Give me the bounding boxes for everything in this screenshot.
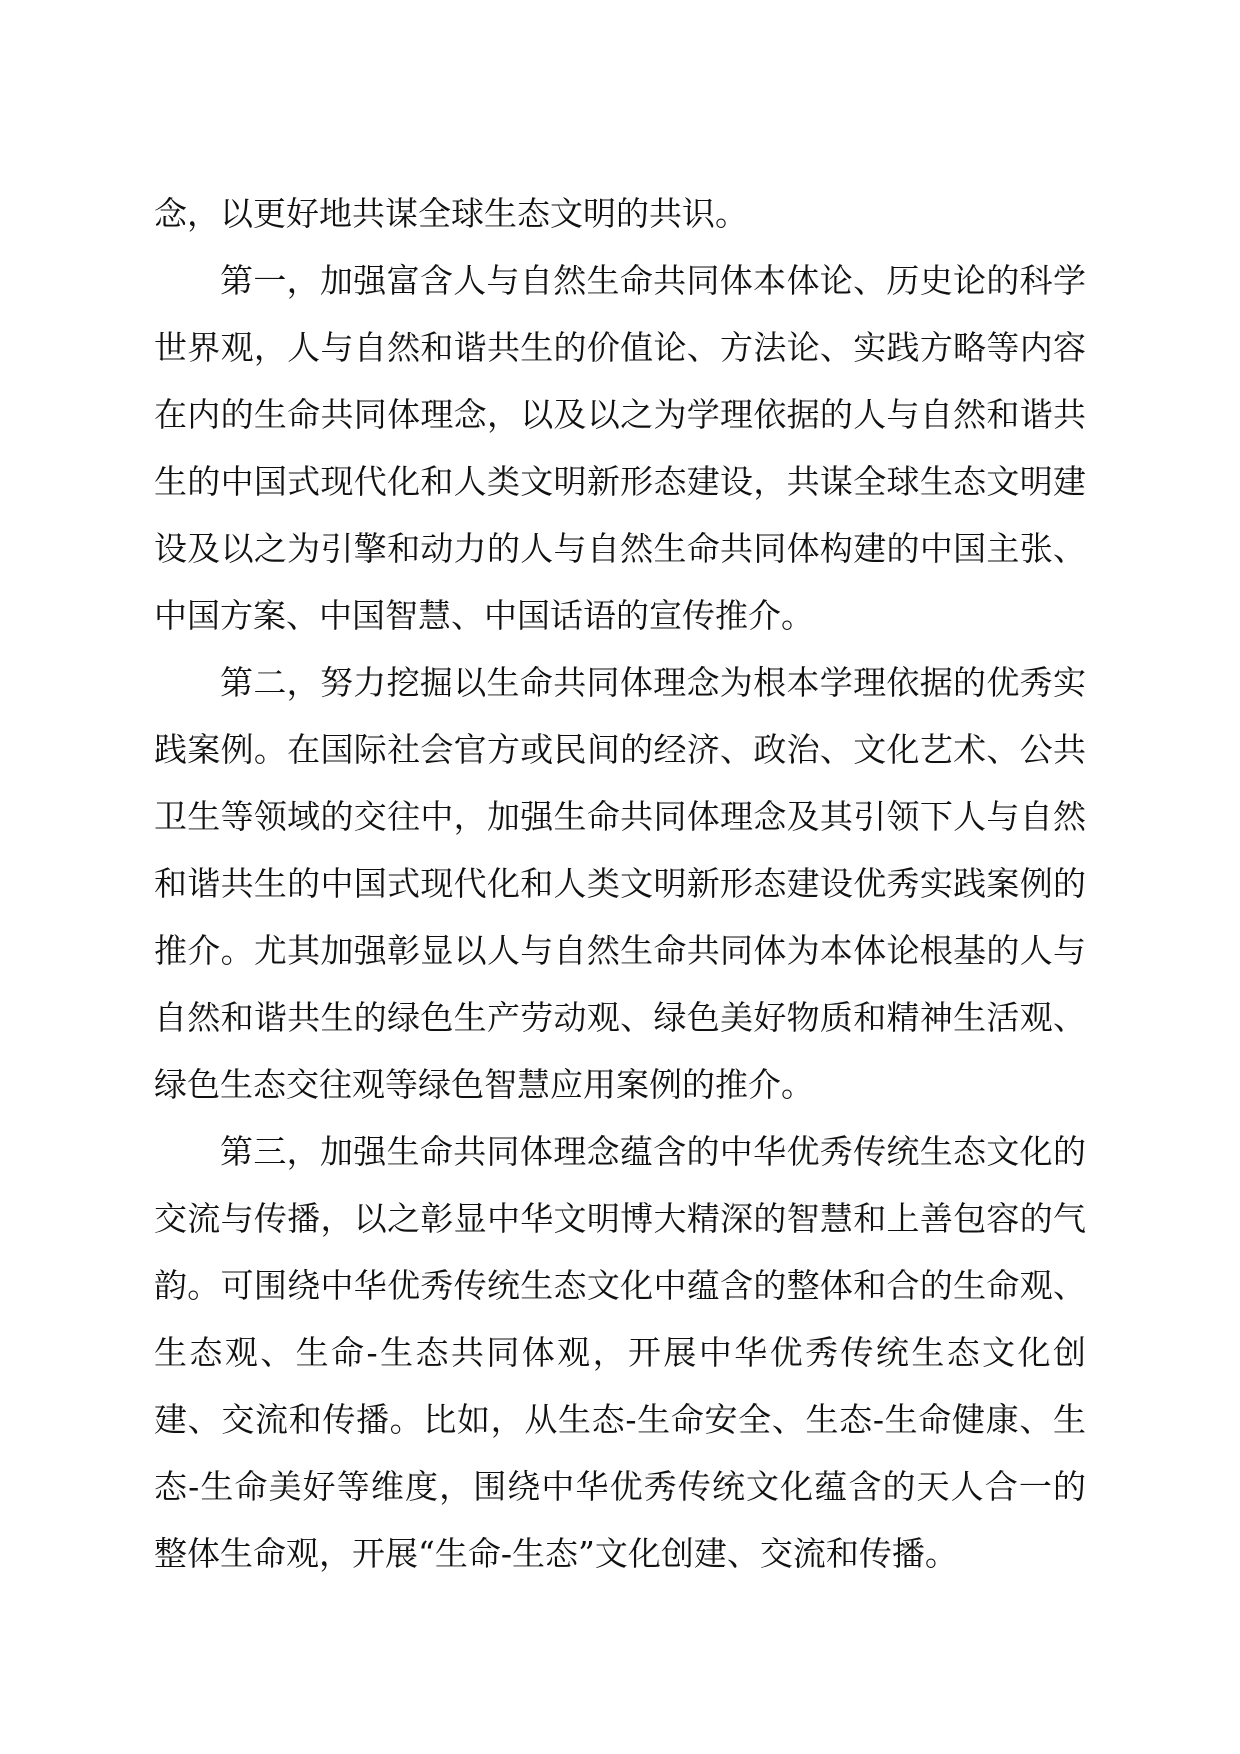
body-text [154,180,1086,1587]
paragraph-third-point: 第三，加强生命共同体理念蕴含的中华优秀传统生态文化的交流与传播，以之彰显中华文明博大精深的智慧和上善包容的气韵。可围绕中华优秀传统生态文化中蕴含的整体和合的生命观、生态观、生命-生态共同体观，开展中华优秀传统生态文化创建、交流和传播。比如，从生态-生命安全、生态-生命健康、生态-生命美好等维度，围绕中华优秀传统文化蕴含的天人合一的整体生命观，开展“生命-生态”文化创建、交流和传播。 [154,1132,1086,1573]
paragraph-first-point: 第一，加强富含人与自然生命共同体本体论、历史论的科学世界观，人与自然和谐共生的价值论、方法论、实践方略等内容在内的生命共同体理念，以及以之为学理依据的人与自然和谐共生的中国式现代化和人类文明新形态建设，共谋全球生态文明建设及以之为引擎和动力的人与自然生命共同体构建的中国主张、中国方案、中国智慧、中国话语的宣传推介。 [154,261,1086,635]
paragraph-continuation: 念，以更好地共谋全球生态文明的共识。 [154,194,748,233]
paragraph-second-point: 第二，努力挖掘以生命共同体理念为根本学理依据的优秀实践案例。在国际社会官方或民间的经济、政治、文化艺术、公共卫生等领域的交往中，加强生命共同体理念及其引领下人与自然和谐共生的中国式现代化和人类文明新形态建设优秀实践案例的推介。尤其加强彰显以人与自然生命共同体为本体论根基的人与自然和谐共生的绿色生产劳动观、绿色美好物质和精神生活观、绿色生态交往观等绿色智慧应用案例的推介。 [154,663,1086,1104]
